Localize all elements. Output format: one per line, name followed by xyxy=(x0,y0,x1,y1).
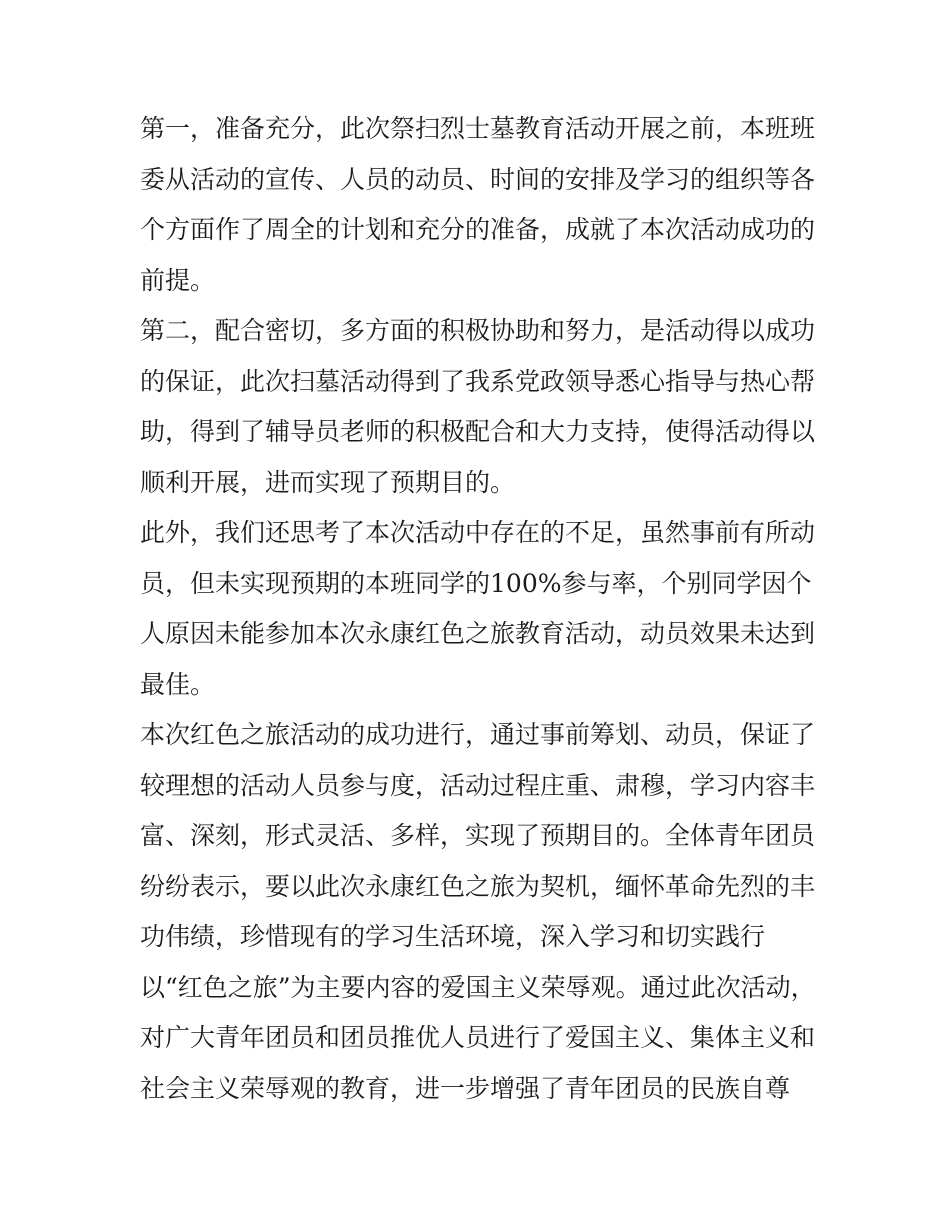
text-line: 前提。 xyxy=(140,265,216,295)
text-line: 对广大青年团员和团员推优人员进行了爱国主义、集体主义和 xyxy=(140,1023,816,1052)
text-line: 助，得到了辅导员老师的积极配合和大力支持，使得活动得以 xyxy=(140,417,816,446)
text-line: 社会主义荣辱观的教育，进一步增强了青年团员的民族自尊 xyxy=(140,1073,791,1103)
text-line: 以“红色之旅”为主要内容的爱国主义荣辱观。通过此次活动， xyxy=(140,972,816,1002)
text-line: 人原因未能参加本次永康红色之旅教育活动，动员效果未达到 xyxy=(140,619,816,648)
text-line: 第二，配合密切，多方面的积极协助和努力，是活动得以成功 xyxy=(140,316,816,345)
text-line: 纷纷表示，要以此次永康红色之旅为契机，缅怀革命先烈的丰 xyxy=(140,871,816,901)
text-line: 委从活动的宣传、人员的动员、时间的安排及学习的组织等各 xyxy=(140,164,816,194)
text-line: 员，但未实现预期的本班同学的100%参与率，个别同学因个 xyxy=(140,568,812,598)
text-line: 个方面作了周全的计划和充分的准备，成就了本次活动成功的 xyxy=(140,215,816,244)
text-line: 的保证，此次扫墓活动得到了我系党政领导悉心指导与热心帮 xyxy=(140,366,816,396)
text-line: 较理想的活动人员参与度，活动过程庄重、肃穆，学习内容丰 xyxy=(140,770,816,800)
text-line: 富、深刻，形式灵活、多样，实现了预期目的。全体青年团员 xyxy=(140,821,816,850)
text-line: 此外，我们还思考了本次活动中存在的不足，虽然事前有所动 xyxy=(140,518,816,547)
body-text xyxy=(140,104,820,1114)
text-line: 第一，准备充分，此次祭扫烈士墓教育活动开展之前，本班班 xyxy=(140,114,816,143)
text-line: 最佳。 xyxy=(140,669,216,699)
text-line: 功伟绩，珍惜现有的学习生活环境，深入学习和切实践行 xyxy=(140,922,766,951)
text-line: 顺利开展，进而实现了预期目的。 xyxy=(140,467,516,497)
text-line: 本次红色之旅活动的成功进行，通过事前筹划、动员，保证了 xyxy=(140,720,816,749)
